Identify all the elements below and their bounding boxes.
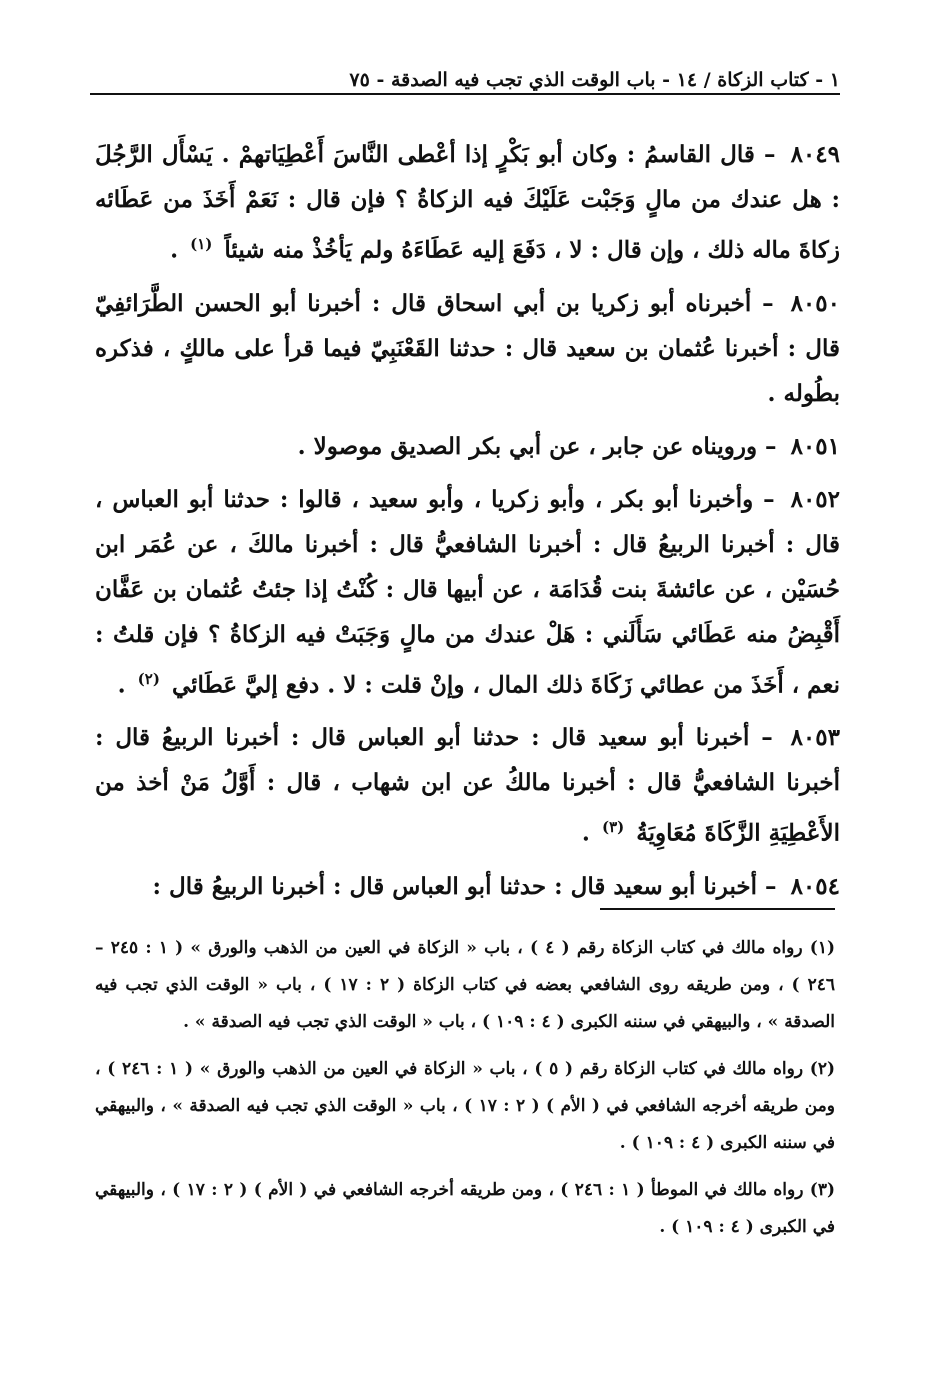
header-rule (90, 93, 840, 95)
hadith-number: ٨٠٤٩ (790, 141, 840, 168)
footnote: (٢) رواه مالك في كتاب الزكاة رقم ( ٥ ) ، باب « الزكاة في العين من الذهب والورق » ( ١ : ٢٤٦ ) ، ومن طريقه أخرجه الشافعي في ( الأم ) ( ٢ : ١٧ ) ، باب « الوقت الذي تجب فيه الصدقة » ، والبيهقي في سننه الكبرى ( ٤ : ١٠٩ ) . (95, 1059, 836, 1153)
hadith-paragraph (95, 424, 840, 469)
hadith-text: – وأخبرنا أبو بكر ، وأبو زكريا ، وأبو سعيد ، قالوا : حدثنا أبو العباس ، قال : أخبرنا الربيعُ قال : أخبرنا الشافعيُّ قال : أخبرنا مالكَ ، عن عُمَر ابن حُسَيْن ، عن عائشةَ بنت قُدَامَة ، عن أبيها قال : كُنْتُ إذا جئتُ عُثمان بن عَفَّان أَقْبِضُ منه عَطَائي سَأَلَني : هَلْ عندك من مالٍ وَجَبَتْ فيه الزكاةُ ؟ فإن قلتُ : نعم ، أَخَذَ من عطائي زَكَاةَ ذلك المال ، وإنْ قلت : لا . دفع إليَّ عَطَائي (95, 485, 840, 699)
footnote: (١) رواه مالك في كتاب الزكاة رقم ( ٤ ) ، باب « الزكاة في العين من الذهب والورق » ( ١ : ٢٤٥ – ٢٤٦ ) ، ومن طريقه روى الشافعي بعضه في كتاب الزكاة ( ٢ : ١٧ ) ، باب « الوقت الذي تجب فيه الصدقة » ، والبيهقي في سننه الكبرى ( ٤ : ١٠٩ ) ، باب « الوقت الذي تجب فيه الصدقة » . (95, 938, 836, 1032)
hadith-number: ٨٠٥٢ (790, 485, 841, 513)
hadith-number: ٨٠٥٤ (790, 872, 840, 900)
hadith-text: – أخبرنا أبو سعيد قال : حدثنا أبو العباس قال : أخبرنا الربيعُ قال : أخبرنا الشافعيُّ قال : أخبرنا مالكُ عن ابن شهاب ، قال : أَوَّلُ مَنْ أخذ من الأَعْطِيَةِ الزَّكَاةَ مُعَاوِيَةُ (95, 724, 840, 847)
footnote: (٣) رواه مالك في الموطأ ( ١ : ٢٤٦ ) ، ومن طريقه أخرجه الشافعي في ( الأم ) ( ٢ : ١٧ ) ، والبيهقي في الكبرى ( ٤ : ١٠٩ ) . (95, 1180, 835, 1237)
hadith-paragraph (95, 715, 840, 856)
paragraph-end: . (581, 819, 590, 847)
hadith-paragraph (95, 281, 840, 416)
running-header: ١ - كتاب الزكاة / ١٤ - باب الوقت الذي تجب فيه الصدقة - ٧٥ (349, 69, 840, 91)
main-text (95, 132, 840, 917)
footnote-reference: (١) (190, 235, 213, 253)
footnote-separator (600, 908, 835, 910)
hadith-text: – أخبرناه أبو زكريا بن أبي اسحاق قال : أخبرنا أبو الحسن الطَّرَائفِيّ قال : أخبرنا عُثمان بن سعيد قال : حدثنا القَعْنَبِيّ فيما قرأ على مالكٍ ، فذكره بطُوله . (95, 289, 840, 407)
hadith-number: ٨٠٥٣ (790, 724, 840, 752)
hadith-paragraph (95, 864, 840, 909)
footnotes (95, 930, 835, 1256)
hadith-number: ٨٠٥١ (790, 432, 840, 460)
hadith-text: – أخبرنا أبو سعيد قال : حدثنا أبو العباس قال : أخبرنا الربيعُ قال : (152, 872, 777, 900)
hadith-paragraph (95, 132, 840, 273)
paragraph-end: . (117, 671, 126, 699)
hadith-text: – قال القاسمُ : وكان أبو بَكْرٍ إذا أعْطى النَّاسَ أَعْطِيَاتهمْ . يَسْأَل الرَّجُلَ : هل عندك من مالٍ وَجَبْت عَلَيْكَ فيه الزكاةُ ؟ فإن قال : نَعَمْ أَخَذَ من عَطَائه زكاةَ ماله ذلك ، وإن قال : لا ، دَفَعَ إليه عَطَاءَهُ ولم يَأخُذْ منه شيئاً (95, 141, 840, 264)
footnote-reference: (٢) (137, 669, 160, 688)
hadith-number: ٨٠٥٠ (790, 289, 840, 317)
hadith-paragraph (95, 477, 840, 708)
paragraph-end: . (170, 236, 179, 264)
footnote-reference: (٣) (601, 818, 625, 837)
hadith-text: – ورويناه عن جابر ، عن أبي بكر الصديق موصولا . (297, 432, 777, 460)
